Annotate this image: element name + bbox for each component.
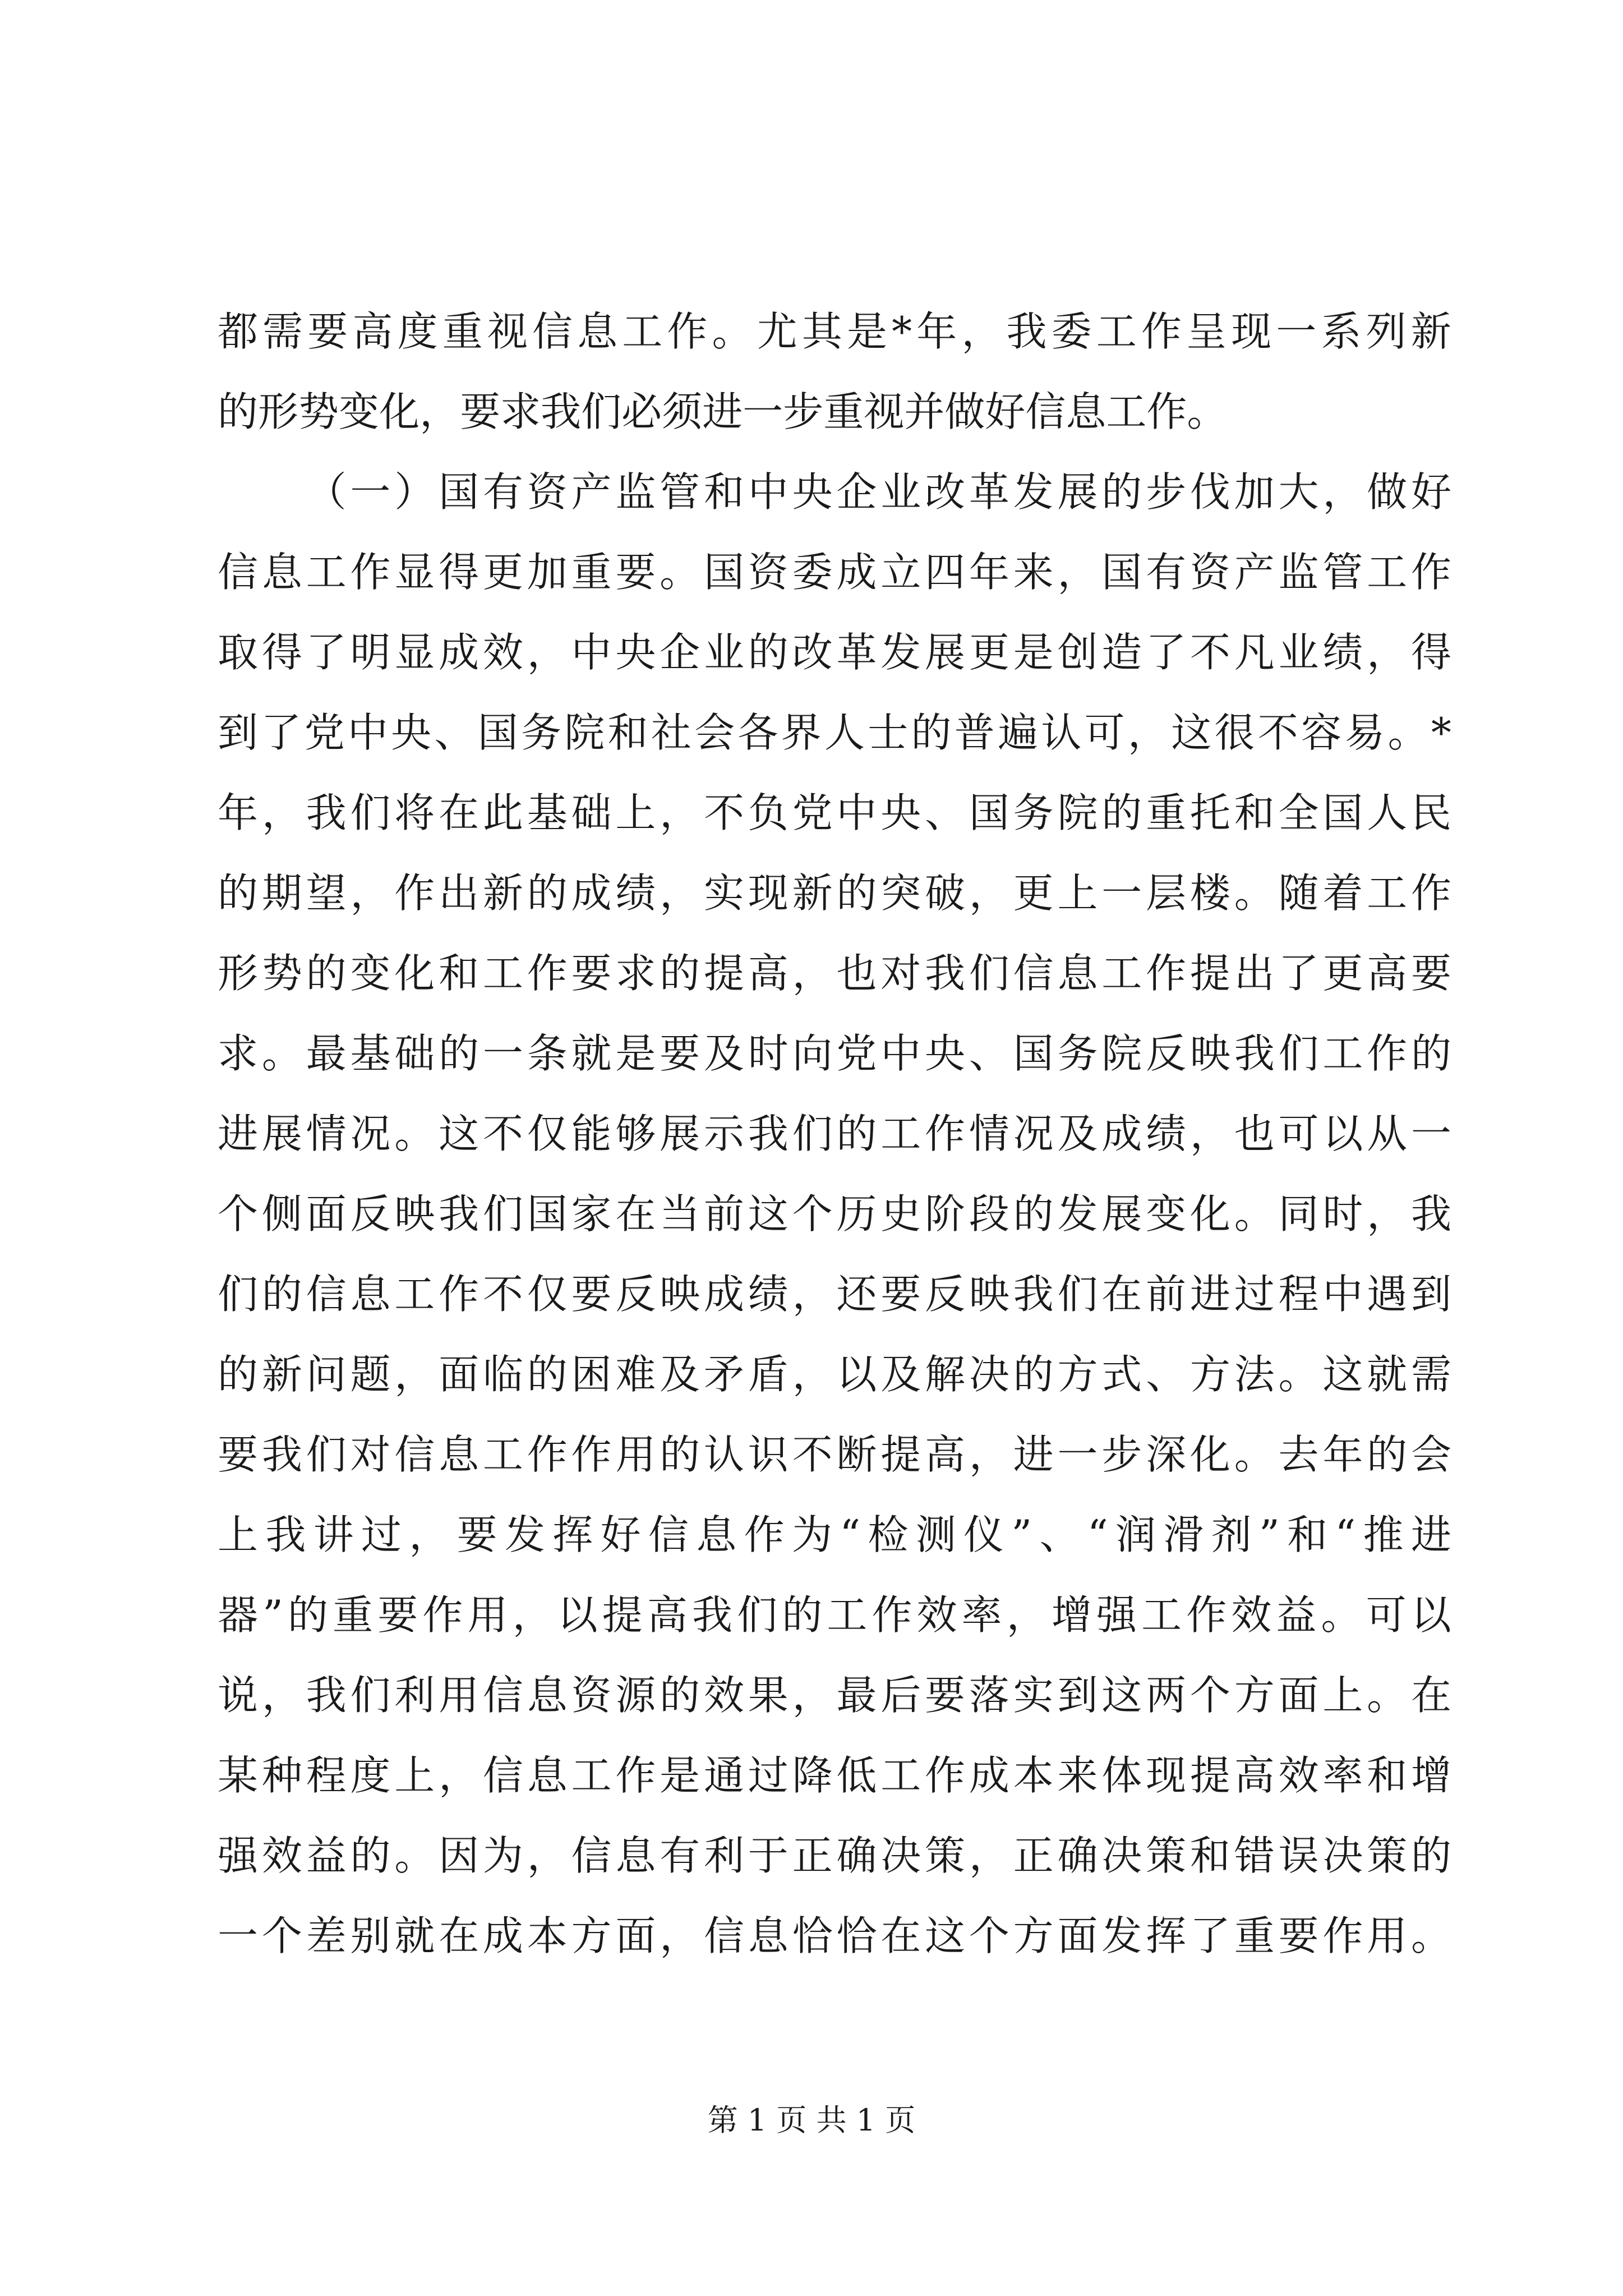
text-line: 年 ， 我 们 将 在 此 基 础 上 ， 不 负 党 中 央 、 国 务 院 的 重 托 和 全 国 人 民 — [218, 789, 1451, 836]
text-line: 的 新 问 题 ， 面 临 的 困 难 及 矛 盾 ， 以 及 解 决 的 方 式 、 方 法 。 这 就 需 — [218, 1351, 1451, 1398]
text-line: 上 我 讲 过 ， 要 发 挥 好 信 息 作 为 “ 检 测 仪 ” 、 “ 润 滑 剂 ” 和 “ 推 进 — [218, 1511, 1451, 1558]
text-line: 某 种 程 度 上 ， 信 息 工 作 是 通 过 降 低 工 作 成 本 来 体 现 提 高 效 率 和 增 — [218, 1752, 1451, 1799]
body-text — [218, 292, 1451, 1976]
text-line: 强 效 益 的 。 因 为 ， 信 息 有 利 于 正 确 决 策 ， 正 确 决 策 和 错 误 决 策 的 — [218, 1832, 1451, 1879]
text-line: 取 得 了 明 显 成 效 ， 中 央 企 业 的 改 革 发 展 更 是 创 造 了 不 凡 业 绩 ， 得 — [218, 629, 1451, 676]
text-line: 求 。 最 基 础 的 一 条 就 是 要 及 时 向 党 中 央 、 国 务 院 反 映 我 们 工 作 的 — [218, 1030, 1451, 1077]
text-line: 一 个 差 别 就 在 成 本 方 面 ， 信 息 恰 恰 在 这 个 方 面 发 挥 了 重 要 作 用 。 — [218, 1912, 1451, 1959]
text-line: 形 势 的 变 化 和 工 作 要 求 的 提 高 ， 也 对 我 们 信 息 工 作 提 出 了 更 高 要 — [218, 950, 1451, 997]
text-line: 器 ” 的 重 要 作 用 ， 以 提 高 我 们 的 工 作 效 率 ， 增 强 工 作 效 益 。 可 以 — [218, 1591, 1451, 1639]
text-line: 的 形 势 变 化 ， 要 求 我 们 必 须 进 一 步 重 视 并 做 好 信 息 工 作 。 — [218, 388, 1228, 435]
text-line: 说 ， 我 们 利 用 信 息 资 源 的 效 果 ， 最 后 要 落 实 到 这 两 个 方 面 上 。 在 — [218, 1672, 1451, 1719]
text-line: 要 我 们 对 信 息 工 作 作 用 的 认 识 不 断 提 高 ， 进 一 步 深 化 。 去 年 的 会 — [218, 1431, 1451, 1478]
text-line: 到 了 党 中 央 、 国 务 院 和 社 会 各 界 人 士 的 普 遍 认 可 ， 这 很 不 容 易 。 * — [218, 709, 1451, 756]
page-number-footer: 第 1 页 共 1 页 — [707, 2102, 916, 2138]
text-line: 信 息 工 作 显 得 更 加 重 要 。 国 资 委 成 立 四 年 来 ， 国 有 资 产 监 管 工 作 — [218, 549, 1451, 596]
text-line: （ 一 ） 国 有 资 产 监 管 和 中 央 企 业 改 革 发 展 的 步 伐 加 大 ， 做 好 — [306, 468, 1451, 516]
text-line: 们 的 信 息 工 作 不 仅 要 反 映 成 绩 ， 还 要 反 映 我 们 在 前 进 过 程 中 遇 到 — [218, 1271, 1451, 1318]
text-line: 个 侧 面 反 映 我 们 国 家 在 当 前 这 个 历 史 阶 段 的 发 展 变 化 。 同 时 ， 我 — [218, 1190, 1451, 1237]
text-line: 的 期 望 ， 作 出 新 的 成 绩 ， 实 现 新 的 突 破 ， 更 上 一 层 楼 。 随 着 工 作 — [218, 869, 1451, 917]
text-line: 进 展 情 况 。 这 不 仅 能 够 展 示 我 们 的 工 作 情 况 及 成 绩 ， 也 可 以 从 一 — [218, 1110, 1451, 1157]
text-line: 都 需 要 高 度 重 视 信 息 工 作 。 尤 其 是 * 年 ， 我 委 工 作 呈 现 一 系 列 新 — [218, 308, 1451, 355]
